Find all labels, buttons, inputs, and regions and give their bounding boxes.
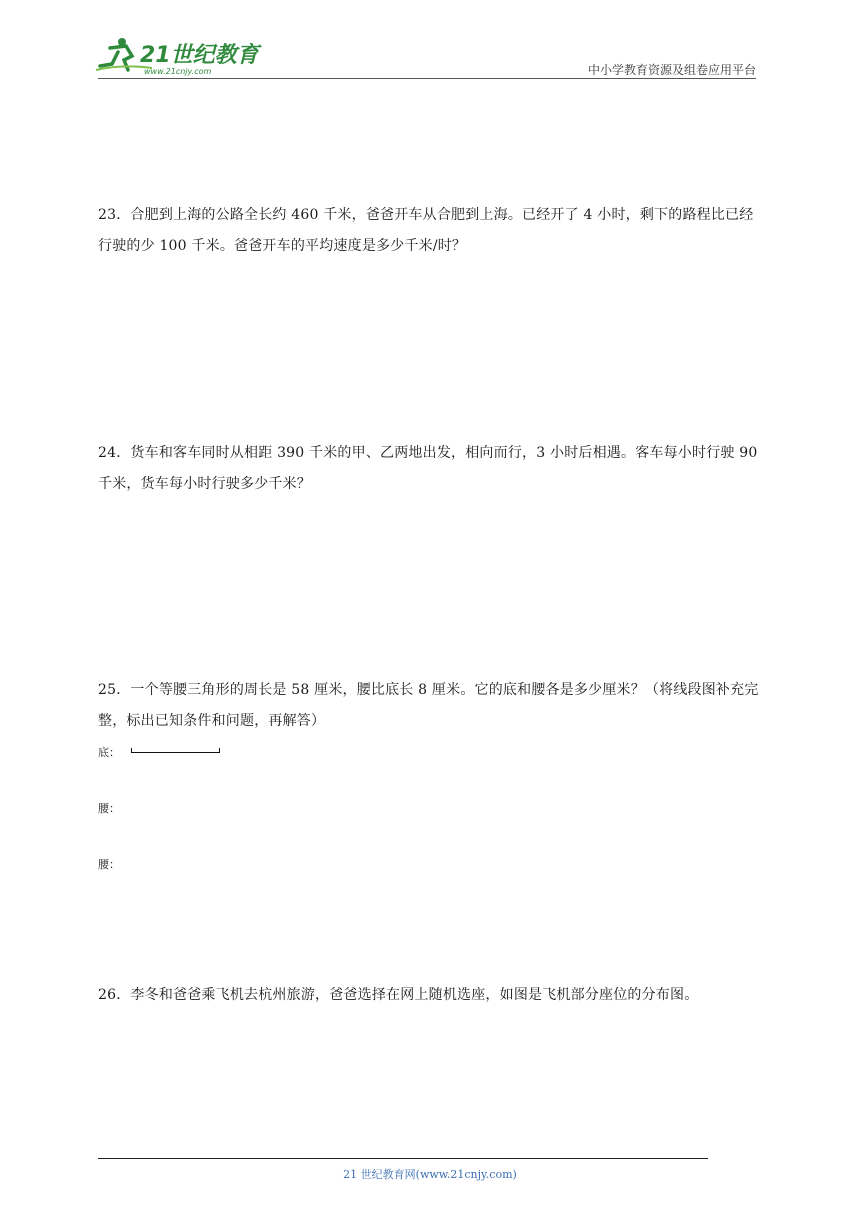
footer-divider [98,1158,708,1159]
base-line-segment[interactable] [131,748,220,753]
segment-label-base: 底： [98,746,120,759]
logo [92,34,262,78]
logo-text: 21世纪教育 [140,43,259,68]
question-26: 26．李冬和爸爸乘飞机去杭州旅游，爸爸选择在网上随机选座，如图是飞机部分座位的分布图。 [98,987,699,1003]
question-23: 23．合肥到上海的公路全长约 460 千米，爸爸开车从合肥到上海。已经开了 4 小时，剩下的路程比已经行驶的少 100 千米。爸爸开车的平均速度是多少千米/时？ [98,207,754,254]
footer-link[interactable]: 21 世纪教育网(www.21cnjy.com) [343,1168,517,1181]
header-divider [98,78,756,79]
segment-label-leg-2: 腰： [98,858,120,871]
segment-label-leg-1: 腰： [98,802,120,815]
question-25: 25．一个等腰三角形的周长是 58 厘米，腰比底长 8 厘米。它的底和腰各是多少厘米？（将线段图补充完整，标出已知条件和问题，再解答） [98,682,759,729]
logo-runner-icon [92,34,262,78]
logo-url: www.21cnjy.com [144,67,212,76]
platform-title: 中小学教育资源及组卷应用平台 [587,63,756,77]
question-24: 24．货车和客车同时从相距 390 千米的甲、乙两地出发，相向而行，3 小时后相遇。客车每小时行驶 90 千米，货车每小时行驶多少千米？ [98,445,758,492]
